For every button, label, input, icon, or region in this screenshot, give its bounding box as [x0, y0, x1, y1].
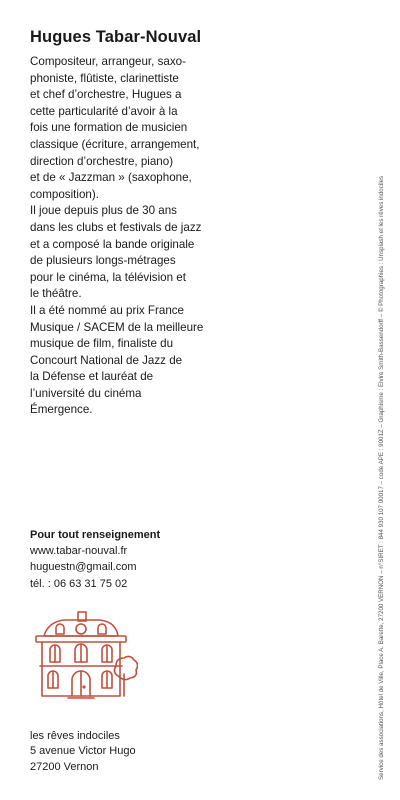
bio-line: et de « Jazzman » (saxophone, — [30, 171, 192, 185]
bio-line: dans les clubs et festivals de jazz — [30, 220, 202, 234]
bio-line: direction d’orchestre, piano) — [30, 154, 174, 168]
address-block — [30, 729, 136, 775]
bio-line: de plusieurs longs-métrages — [30, 254, 176, 268]
bio-line: Il a été nommé au prix France — [30, 303, 185, 317]
bio-line: l’université du cinéma — [30, 386, 142, 400]
bio-line: cette particularité d’avoir à la — [30, 104, 178, 118]
bio-line: Émergence. — [30, 403, 93, 417]
email-link[interactable]: huguestn@gmail.com — [30, 561, 137, 574]
bio-line: et chef d’orchestre, Hugues a — [30, 88, 182, 102]
bio-line: Compositeur, arrangeur, saxo- — [30, 55, 186, 68]
performer-name: Hugues Tabar-Nouval — [30, 28, 202, 46]
contact-block — [30, 527, 310, 592]
organization-name: les rêves indociles — [30, 730, 120, 742]
contact-heading: Pour tout renseignement — [30, 529, 161, 541]
street-address: 5 avenue Victor Hugo — [30, 745, 136, 758]
bio-line: le théâtre. — [30, 287, 82, 301]
bio-line: phoniste, flûtiste, clarinettiste — [30, 71, 179, 85]
bio-line: classique (écriture, arrangement, — [30, 137, 200, 151]
bio-line: composition). — [30, 187, 99, 201]
phone-number: tél. : 06 63 31 75 02 — [30, 577, 128, 590]
website-link[interactable]: www.tabar-nouval.fr — [30, 545, 128, 558]
bio-line: et a composé la bande originale — [30, 237, 195, 251]
bio-line: fois une formation de musicien — [30, 121, 188, 135]
city-address: 27200 Vernon — [30, 760, 99, 773]
bio-line: pour le cinéma, la télévision et — [30, 270, 186, 284]
bio-line: Musique / SACEM de la meilleure — [30, 320, 204, 334]
bio-line: la Défense et lauréat de — [30, 370, 154, 384]
legal-credits: Service des associations, Hôtel de Ville, Place A. Barette, 27200 VERNON – n°SIRET : 844 930 107 00017 – code APE : 9001Z – Graphisme : Elvire Smith-Bassendorff – © Photographies : Unsplash et les rêves indociles — [378, 175, 385, 780]
biography — [30, 54, 330, 419]
bio-line: musique de film, finaliste du — [30, 337, 174, 351]
house-illustration-icon — [26, 610, 138, 700]
bio-line: Il joue depuis plus de 30 ans — [30, 204, 177, 218]
bio-line: Concourt National de Jazz de — [30, 353, 183, 367]
